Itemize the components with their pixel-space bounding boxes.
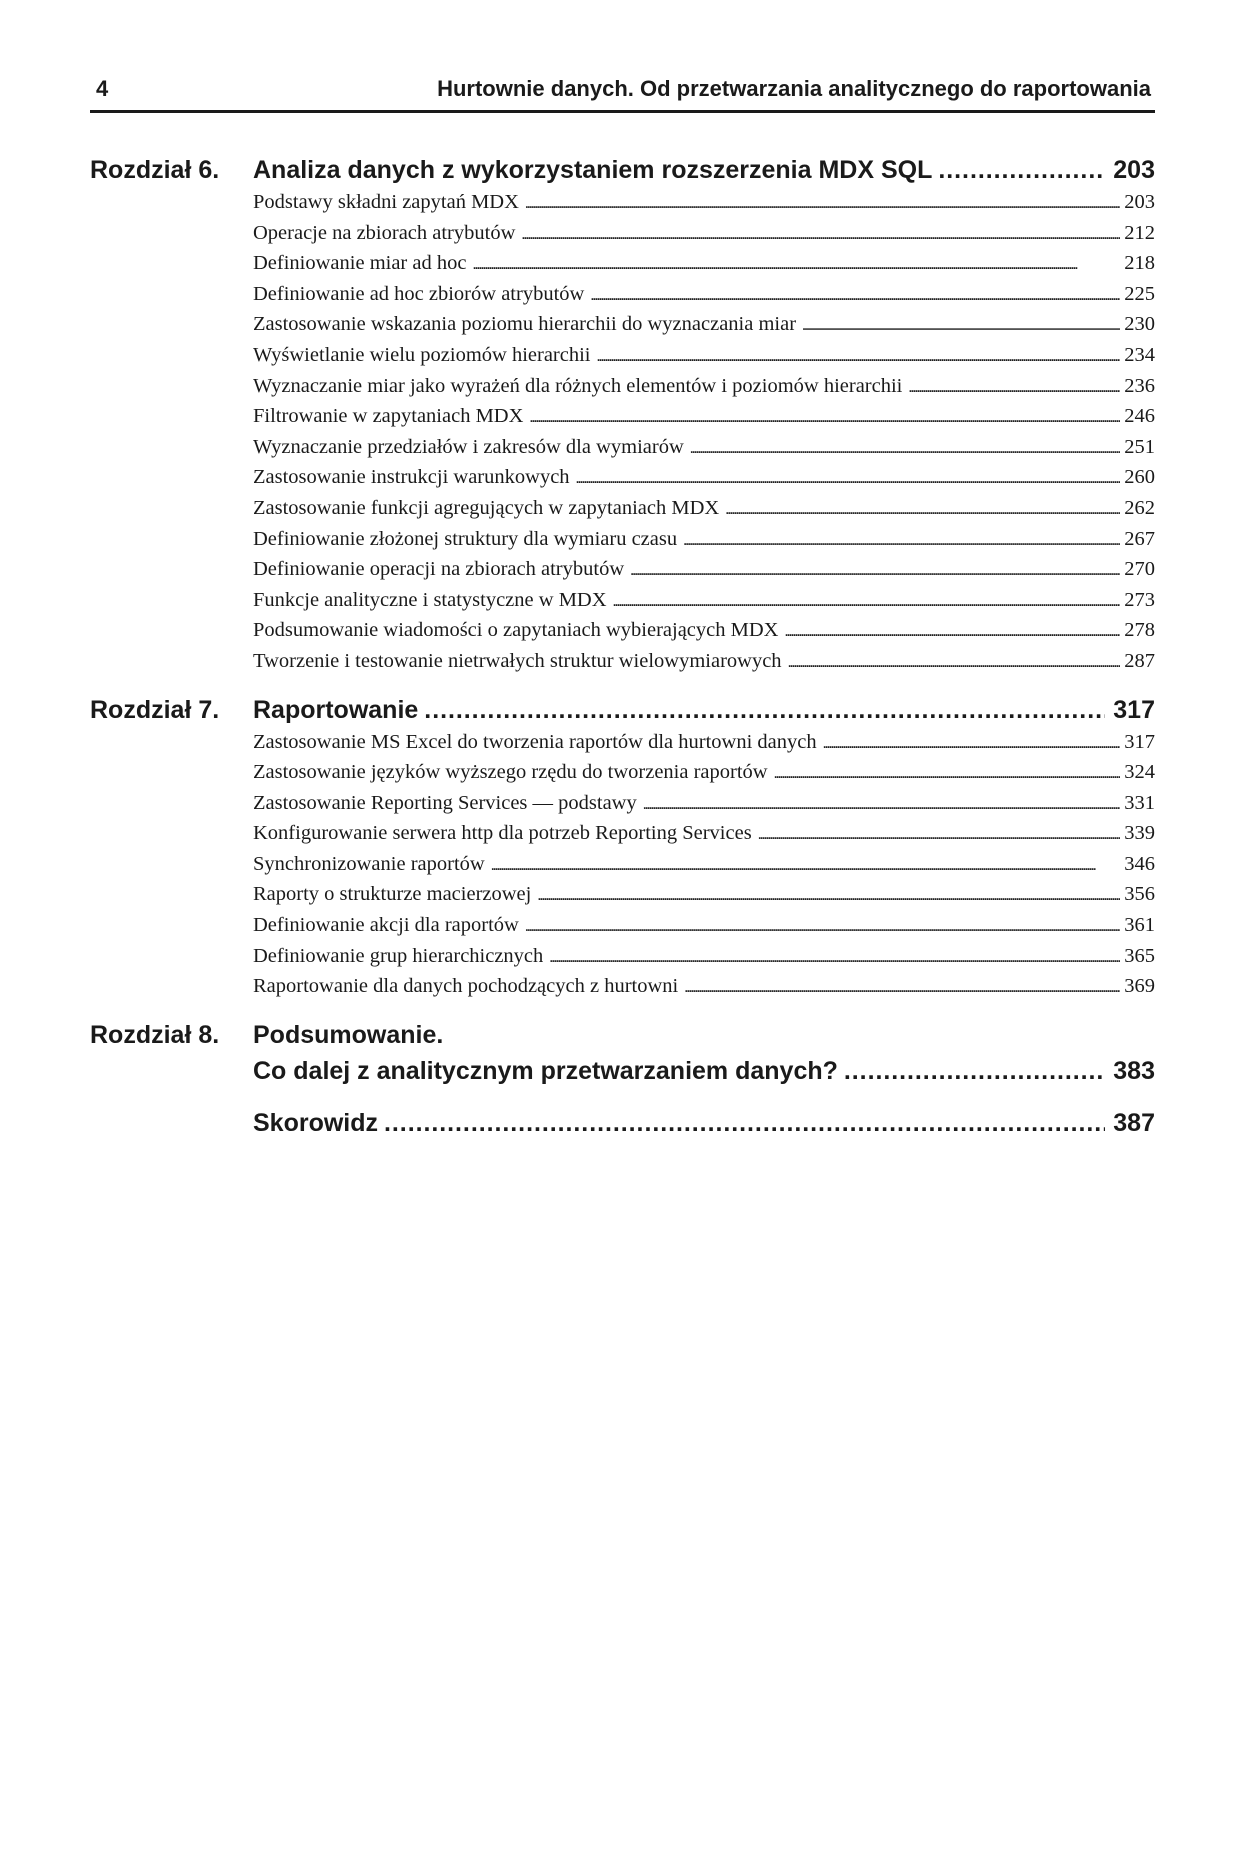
section-page: 324 [1124, 761, 1155, 784]
dot-leader [774, 758, 1121, 789]
chapter-7 [90, 692, 1155, 1003]
section-title: Raportowanie dla danych pochodzących z hurtowni [253, 975, 679, 998]
section-page: 234 [1124, 343, 1155, 366]
index-page: 387 [1113, 1108, 1155, 1137]
section-page: 246 [1124, 405, 1155, 428]
section-page: 218 [1124, 252, 1155, 275]
section-title: Zastosowanie MS Excel do tworzenia raportów dla hurtowni danych [253, 730, 817, 753]
section-title: Definiowanie miar ad hoc [253, 252, 467, 275]
toc-entry [253, 525, 1155, 556]
toc-entry [253, 758, 1155, 789]
section-page: 356 [1124, 883, 1155, 906]
section-title: Raporty o strukturze macierzowej [253, 883, 532, 906]
chapter-title-line2: Co dalej z analitycznym przetwarzaniem danych? [253, 1056, 838, 1085]
dot-leader [613, 586, 1121, 617]
dot-leader [643, 789, 1121, 820]
chapter-label: Rozdział 8. [90, 1020, 220, 1049]
section-page: 331 [1124, 791, 1155, 814]
chapter-label: Rozdział 6. [90, 156, 220, 184]
dot-leader [576, 463, 1121, 494]
running-header [90, 74, 1155, 113]
toc-entry [253, 310, 1155, 341]
section-title: Zastosowanie wskazania poziomu hierarchii do wyznaczania miar [253, 313, 797, 336]
toc-entry [253, 280, 1155, 311]
section-page: 278 [1124, 619, 1155, 642]
section-title: Definiowanie akcji dla raportów [253, 914, 519, 937]
book-title: Hurtownie danych. Od przetwarzania analitycznego do raportowania [437, 76, 1151, 101]
section-list [253, 728, 1155, 1003]
index-entry [90, 1105, 1155, 1141]
section-page: 251 [1124, 435, 1155, 458]
chapter-title: Raportowanie [253, 695, 419, 724]
toc-entry [253, 586, 1155, 617]
toc-entry [253, 188, 1155, 219]
toc-entry [253, 341, 1155, 372]
index-title: Skorowidz [253, 1108, 379, 1137]
section-page: 236 [1124, 374, 1155, 397]
dot-leader [938, 152, 1105, 188]
section-page: 361 [1124, 914, 1155, 937]
dot-leader [788, 647, 1121, 678]
dot-leader [537, 880, 1120, 911]
toc-entry [253, 911, 1155, 942]
section-title: Filtrowanie w zapytaniach MDX [253, 405, 524, 428]
toc-entry [253, 728, 1155, 759]
section-page: 203 [1124, 191, 1155, 213]
dot-leader [725, 494, 1120, 525]
toc-entry [253, 463, 1155, 494]
chapter-heading [90, 1017, 1155, 1053]
section-page: 369 [1124, 975, 1155, 998]
toc-entry [253, 249, 1155, 280]
section-title: Konfigurowanie serwera http dla potrzeb Reporting Services [253, 822, 752, 845]
chapter-label: Rozdział 7. [90, 695, 220, 724]
dot-leader [384, 1105, 1105, 1141]
section-title: Zastosowanie funkcji agregujących w zapytaniach MDX [253, 496, 720, 519]
dot-leader [684, 972, 1120, 1003]
section-title: Tworzenie i testowanie nietrwałych struktur wielowymiarowych [253, 649, 782, 672]
toc-entry [253, 555, 1155, 586]
dot-leader [758, 819, 1121, 850]
dot-leader [525, 911, 1120, 942]
section-title: Definiowanie operacji na zbiorach atrybutów [253, 558, 625, 581]
chapter-page: 383 [1113, 1056, 1155, 1085]
section-page: 267 [1124, 527, 1155, 550]
dot-leader [630, 555, 1120, 586]
section-title: Definiowanie ad hoc zbiorów atrybutów [253, 282, 585, 305]
toc-entry [253, 789, 1155, 820]
section-title: Wyznaczanie miar jako wyrażeń dla różnych elementów i poziomów hierarchii [253, 374, 903, 397]
chapter-title-line1: Podsumowanie. [253, 1020, 444, 1049]
section-title: Operacje na zbiorach atrybutów [253, 221, 516, 244]
chapter-heading [90, 692, 1155, 728]
chapter-heading-continued [90, 1053, 1155, 1089]
chapter-6 [90, 152, 1155, 678]
dot-leader [529, 402, 1120, 433]
section-page: 339 [1124, 822, 1155, 845]
dot-leader [472, 249, 1120, 280]
section-title: Wyznaczanie przedziałów i zakresów dla wymiarów [253, 435, 684, 458]
toc-entry [253, 616, 1155, 647]
chapter-8 [90, 1017, 1155, 1089]
dot-leader [690, 433, 1120, 464]
dot-leader [590, 280, 1120, 311]
dot-leader [823, 728, 1121, 759]
section-page: 346 [1124, 852, 1155, 875]
toc-entry [253, 647, 1155, 678]
section-page: 317 [1124, 730, 1155, 753]
section-list [253, 188, 1155, 678]
section-page: 262 [1124, 496, 1155, 519]
dot-leader [521, 219, 1120, 250]
toc-entry [253, 433, 1155, 464]
toc-entry [253, 880, 1155, 911]
section-page: 270 [1124, 558, 1155, 581]
page-number: 4 [96, 76, 109, 101]
section-page: 287 [1124, 649, 1155, 672]
chapter-page: 317 [1113, 695, 1155, 724]
section-page: 225 [1124, 282, 1155, 305]
toc-entry [253, 850, 1155, 881]
index-heading [90, 1105, 1155, 1141]
dot-leader [784, 616, 1120, 647]
dot-leader [683, 525, 1120, 556]
toc-entry [253, 219, 1155, 250]
dot-leader [525, 188, 1120, 219]
section-page: 212 [1124, 221, 1155, 244]
dot-leader [424, 692, 1105, 728]
section-page: 230 [1124, 313, 1155, 336]
toc-entry [253, 402, 1155, 433]
section-page: 365 [1124, 944, 1155, 967]
chapter-heading [90, 152, 1155, 188]
section-page: 260 [1124, 466, 1155, 489]
table-of-contents [90, 152, 1155, 1147]
toc-entry [253, 819, 1155, 850]
toc-entry [253, 494, 1155, 525]
section-title: Synchronizowanie raportów [253, 852, 485, 875]
dot-leader [491, 850, 1121, 881]
section-title: Wyświetlanie wielu poziomów hierarchii [253, 343, 591, 366]
section-title: Podsumowanie wiadomości o zapytaniach wybierających MDX [253, 619, 779, 642]
section-page: 273 [1124, 588, 1155, 611]
section-title: Podstawy składni zapytań MDX [253, 191, 519, 213]
toc-entry [253, 372, 1155, 403]
section-title: Zastosowanie instrukcji warunkowych [253, 466, 570, 489]
dot-leader [908, 372, 1120, 403]
section-title: Zastosowanie Reporting Services — podstawy [253, 791, 637, 814]
toc-entry [253, 972, 1155, 1003]
section-title: Zastosowanie języków wyższego rzędu do tworzenia raportów [253, 761, 768, 784]
chapter-page: 203 [1113, 156, 1155, 184]
dot-leader [549, 942, 1120, 973]
dot-leader [844, 1053, 1105, 1089]
chapter-title: Analiza danych z wykorzystaniem rozszerzenia MDX SQL [253, 156, 933, 184]
toc-entry [253, 942, 1155, 973]
dot-leader [596, 341, 1120, 372]
dot-leader [802, 310, 1120, 341]
section-title: Definiowanie złożonej struktury dla wymiaru czasu [253, 527, 678, 550]
section-title: Definiowanie grup hierarchicznych [253, 944, 544, 967]
section-title: Funkcje analityczne i statystyczne w MDX [253, 588, 607, 611]
